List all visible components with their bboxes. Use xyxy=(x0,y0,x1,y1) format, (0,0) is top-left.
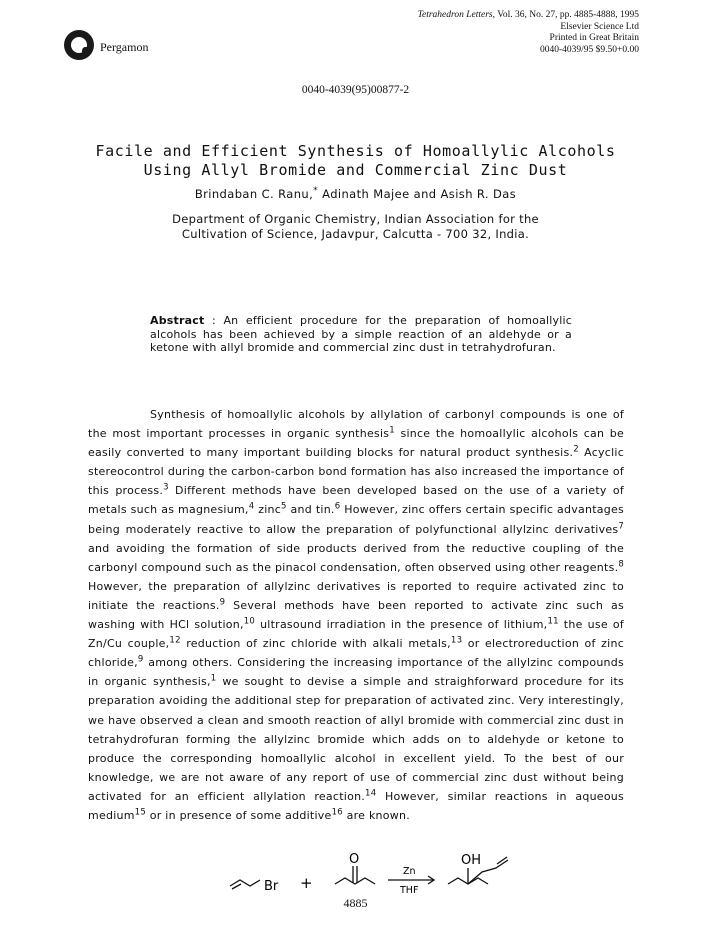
publisher-logo-icon xyxy=(64,30,94,60)
citation-ref: 10 xyxy=(243,616,256,627)
body-text-segment: However, zinc offers certain specific advantages being moderately reactive to allow the preparation of polyfunctional allylzinc derivatives xyxy=(88,503,624,536)
body-text-segment: are known. xyxy=(342,808,410,822)
body-text-segment: Different methods have been developed based on the use of a variety of metals such as magnesium, xyxy=(88,484,625,517)
citation-ref: 11 xyxy=(547,616,559,627)
issn-price-line: 0040-4039/95 $9.50+0.00 xyxy=(539,44,639,55)
journal-volume: , Vol. 36, No. 27, pp. 4885-4888, 1995 xyxy=(492,10,639,20)
body-text-segment: among others. Considering the increasing importance of the allylzinc compounds in organic synthesis, xyxy=(88,656,624,689)
citation-ref: 9 xyxy=(137,654,144,665)
allyl-chain-bond xyxy=(230,880,260,886)
author-list xyxy=(0,186,711,201)
body-text-segment: Several methods have been reported to activate zinc such as washing with HCl solution, xyxy=(88,598,624,632)
citation-ref: 16 xyxy=(331,807,343,818)
body-text-segment: However, the preparation of allylzinc derivatives is reported to require activated zinc to initiate the reactions. xyxy=(88,579,624,612)
hydroxyl-label: OH xyxy=(461,853,482,868)
abstract xyxy=(150,314,572,355)
journal-name: Tetrahedron Letters xyxy=(417,10,493,20)
citation-ref: 9 xyxy=(219,597,226,608)
author-rest: Adinath Majee and Asish R. Das xyxy=(318,186,517,201)
citation-ref: 5 xyxy=(281,501,287,512)
oxygen-label: O xyxy=(349,852,360,867)
body-paragraph xyxy=(88,405,624,825)
reaction-scheme xyxy=(220,850,540,900)
citation-ref: 12 xyxy=(169,635,181,646)
bromine-label: Br xyxy=(264,879,279,894)
affiliation-line-1: Department of Organic Chemistry, Indian Association for the xyxy=(172,212,539,226)
citation-ref: 13 xyxy=(450,635,463,646)
body-text-segment: Synthesis of homoallylic alcohols by allylation of carbonyl compounds is one of the most important processes in organic synthesis xyxy=(88,408,624,441)
citation-ref: 1 xyxy=(210,673,217,684)
affiliation-line-2: Cultivation of Science, Jadavpur, Calcutta - 700 32, India. xyxy=(181,226,530,241)
copyright-line: Elsevier Science Ltd xyxy=(560,21,639,32)
body-text-segment: or in presence of some additive xyxy=(146,808,332,822)
allyl-double-bond xyxy=(232,884,241,889)
body-text-segment: However, similar reactions in aqueous medium xyxy=(88,789,624,822)
body-text-segment: or electroreduction of zinc chloride, xyxy=(88,637,624,670)
body-text-segment: we sought to devise a simple and straighforward procedure for its preparation avoiding the additional step for preparation of activated zinc. Very interestingly, we have observed a clean and smooth reaction of allyl bromide with commercial zinc dust in tetrahydrofuran forming the allylzinc bromide which adds on to aldehyde or ketone to produce the corresponding homoallylic alcohol in excellent yield. To the best of our knowledge, we are not aware of any report of use of commercial zinc dust without being activated for an efficient allylation reaction. xyxy=(88,675,624,803)
plus-sign: + xyxy=(300,874,313,892)
body-text-segment: and avoiding the formation of side products derived from the reductive coupling of the carbonyl compound such as the pinacol condensation, often observed using other reagents. xyxy=(88,541,624,574)
author-first: Brindaban C. Ranu, xyxy=(194,186,314,201)
body-text-segment: zinc xyxy=(254,503,282,517)
doi-line: 0040-4039(95)00877-2 xyxy=(301,84,410,96)
citation-ref: 7 xyxy=(618,520,624,531)
title-line-2: Using Allyl Bromide and Commercial Zinc Dust xyxy=(143,160,568,179)
publisher-name: Pergamon xyxy=(100,40,149,54)
page-number: 4885 xyxy=(343,896,368,910)
body-text-segment: ultrasound irradiation in the presence of lithium, xyxy=(255,618,548,632)
ketone-skeleton-bond xyxy=(335,878,375,884)
body-text-segment: reduction of zinc chloride with alkali metals, xyxy=(180,637,451,651)
body-text-segment: Acyclic stereocontrol during the carbon-carbon bond formation has also increased the importance of this process. xyxy=(88,446,625,498)
body-text xyxy=(88,405,624,825)
affiliation xyxy=(0,212,711,241)
citation-ref: 14 xyxy=(365,788,377,799)
citation-ref: 6 xyxy=(334,501,341,512)
citation-ref: 3 xyxy=(163,482,169,493)
citation-ref: 1 xyxy=(389,425,395,436)
title-line-1: Facile and Efficient Synthesis of Homoallylic Alcohols xyxy=(95,142,616,160)
citation-ref: 15 xyxy=(134,807,147,818)
citation-ref: 4 xyxy=(248,501,255,512)
journal-citation xyxy=(418,10,639,22)
abstract-text: : An efficient procedure for the preparation of homoallylic alcohols has been achieved by a simple reaction of an aldehyde or a ketone with allyl bromide and commercial zinc dust in tetrahydrofuran. xyxy=(150,314,572,354)
corresponding-marker: * xyxy=(313,186,319,196)
abstract-label: Abstract xyxy=(150,314,205,327)
body-text-segment: the use of Zn/Cu couple, xyxy=(88,618,624,651)
paper-title xyxy=(0,142,711,179)
body-text-segment: and tin. xyxy=(286,503,335,517)
citation-ref: 2 xyxy=(573,444,579,455)
product-double-bond xyxy=(497,857,507,864)
citation-ref: 8 xyxy=(618,559,624,570)
solvent-label: THF xyxy=(400,885,419,896)
printed-line: Printed in Great Britain xyxy=(549,33,639,43)
journal-info xyxy=(418,10,639,56)
body-text-segment: since the homoallylic alcohols can be easily converted to many important building blocks for natural product synthesis. xyxy=(88,427,624,460)
zinc-reagent-label: Zn xyxy=(403,866,416,877)
